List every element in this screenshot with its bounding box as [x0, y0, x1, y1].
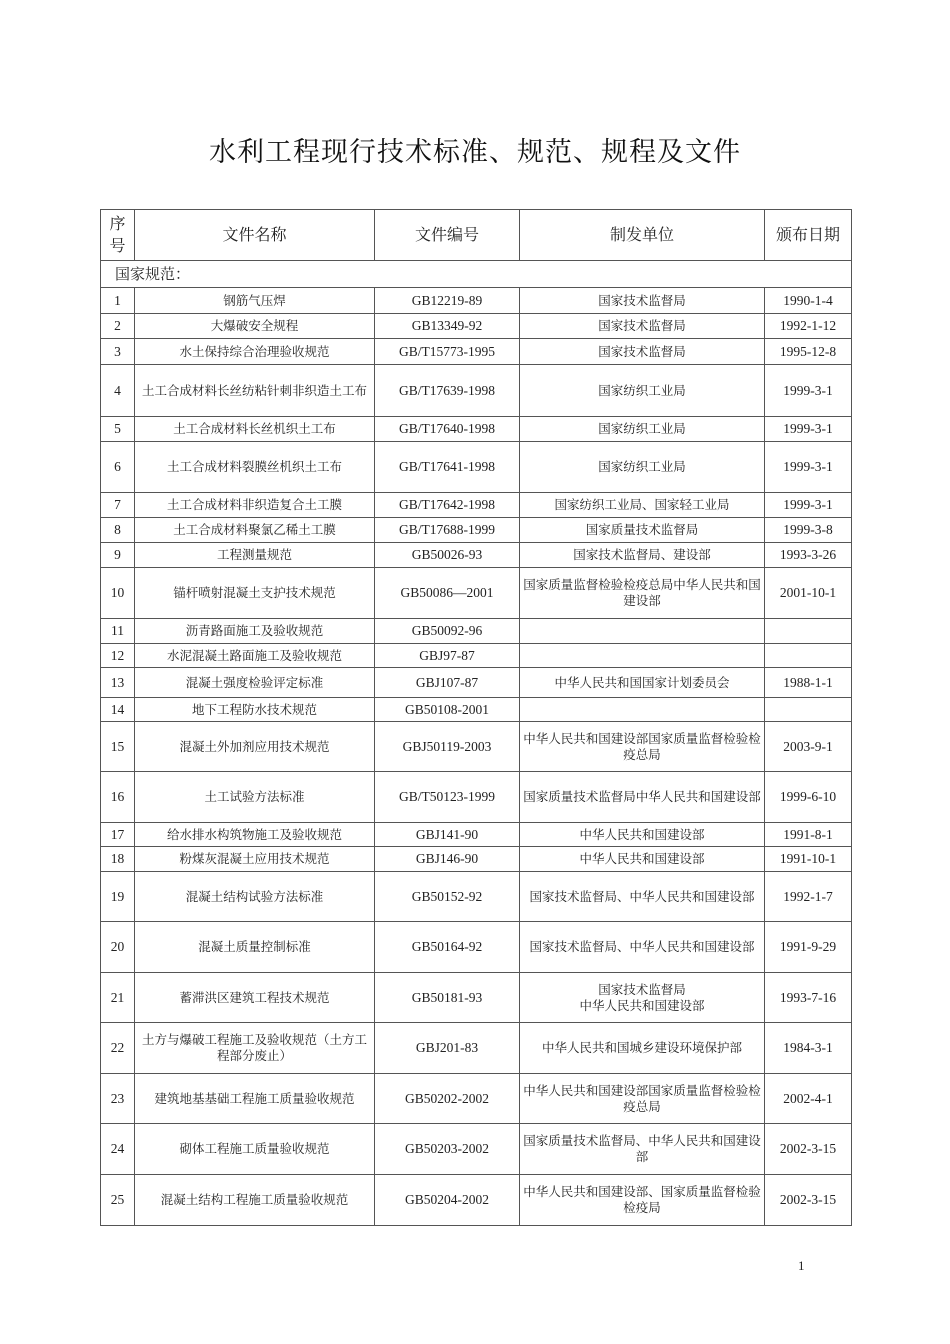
row-name: 混凝土强度检验评定标准 — [135, 668, 375, 698]
row-number: 20 — [101, 922, 135, 973]
row-code: GBJ201-83 — [375, 1023, 520, 1074]
table-row — [101, 823, 852, 847]
table-row — [101, 772, 852, 823]
row-org: 中华人民共和国建设部 — [520, 847, 765, 872]
row-code: GB50152-92 — [375, 872, 520, 922]
row-org: 中华人民共和国建设部国家质量监督检验检疫总局 — [520, 1074, 765, 1124]
row-date: 1999-3-1 — [765, 365, 852, 417]
row-number: 12 — [101, 644, 135, 668]
row-org: 国家技术监督局 — [520, 339, 765, 365]
row-number: 21 — [101, 973, 135, 1023]
row-name: 土工合成材料非织造复合土工膜 — [135, 493, 375, 518]
row-code: GB13349-92 — [375, 314, 520, 339]
row-number: 4 — [101, 365, 135, 417]
row-date: 1991-9-29 — [765, 922, 852, 973]
row-name: 土工合成材料裂膜丝机织土工布 — [135, 442, 375, 493]
row-code: GB50203-2002 — [375, 1124, 520, 1175]
row-number: 14 — [101, 698, 135, 722]
table-row — [101, 365, 852, 417]
row-date — [765, 698, 852, 722]
row-name: 建筑地基基础工程施工质量验收规范 — [135, 1074, 375, 1124]
row-code: GB50092-96 — [375, 619, 520, 644]
category-row — [101, 261, 852, 288]
row-date: 2001-10-1 — [765, 568, 852, 619]
row-org: 中华人民共和国建设部 — [520, 823, 765, 847]
row-date: 2002-4-1 — [765, 1074, 852, 1124]
row-number: 25 — [101, 1175, 135, 1226]
standards-table — [100, 209, 852, 1226]
row-code: GB/T50123-1999 — [375, 772, 520, 823]
table-row — [101, 847, 852, 872]
row-name: 水泥混凝土路面施工及验收规范 — [135, 644, 375, 668]
table-row — [101, 722, 852, 772]
row-date: 1992-1-12 — [765, 314, 852, 339]
table-row — [101, 1124, 852, 1175]
table-row — [101, 288, 852, 314]
row-name: 混凝土结构试验方法标准 — [135, 872, 375, 922]
row-code: GBJ141-90 — [375, 823, 520, 847]
row-number: 8 — [101, 518, 135, 543]
header-no: 序号 — [101, 210, 135, 261]
row-name: 混凝土质量控制标准 — [135, 922, 375, 973]
row-name: 地下工程防水技术规范 — [135, 698, 375, 722]
row-number: 16 — [101, 772, 135, 823]
row-code: GB50086—2001 — [375, 568, 520, 619]
row-date: 1990-1-4 — [765, 288, 852, 314]
row-number: 5 — [101, 417, 135, 442]
row-name: 混凝土外加剂应用技术规范 — [135, 722, 375, 772]
row-org: 中华人民共和国建设部国家质量监督检验检疫总局 — [520, 722, 765, 772]
table-row — [101, 417, 852, 442]
row-date: 1999-3-1 — [765, 493, 852, 518]
row-code: GBJ50119-2003 — [375, 722, 520, 772]
row-number: 10 — [101, 568, 135, 619]
row-org: 中华人民共和国城乡建设环境保护部 — [520, 1023, 765, 1074]
row-org: 中华人民共和国国家计划委员会 — [520, 668, 765, 698]
row-org: 国家质量技术监督局 — [520, 518, 765, 543]
row-code: GB50108-2001 — [375, 698, 520, 722]
row-number: 2 — [101, 314, 135, 339]
row-code: GBJ146-90 — [375, 847, 520, 872]
row-date: 1999-6-10 — [765, 772, 852, 823]
row-org: 国家纺织工业局 — [520, 417, 765, 442]
row-org: 国家技术监督局 中华人民共和国建设部 — [520, 973, 765, 1023]
header-code: 文件编号 — [375, 210, 520, 261]
table-row — [101, 668, 852, 698]
row-org — [520, 619, 765, 644]
row-code: GB50026-93 — [375, 543, 520, 568]
row-org: 国家质量技术监督局、中华人民共和国建设部 — [520, 1124, 765, 1175]
row-number: 22 — [101, 1023, 135, 1074]
row-name: 砌体工程施工质量验收规范 — [135, 1124, 375, 1175]
row-org: 国家纺织工业局 — [520, 365, 765, 417]
row-date: 1999-3-1 — [765, 442, 852, 493]
table-row — [101, 698, 852, 722]
row-date: 2002-3-15 — [765, 1175, 852, 1226]
row-number: 15 — [101, 722, 135, 772]
row-name: 大爆破安全规程 — [135, 314, 375, 339]
row-name: 水土保持综合治理验收规范 — [135, 339, 375, 365]
row-number: 6 — [101, 442, 135, 493]
row-code: GB/T17641-1998 — [375, 442, 520, 493]
row-date: 1993-3-26 — [765, 543, 852, 568]
row-name: 给水排水构筑物施工及验收规范 — [135, 823, 375, 847]
row-code: GB50202-2002 — [375, 1074, 520, 1124]
row-name: 沥青路面施工及验收规范 — [135, 619, 375, 644]
row-org: 国家技术监督局 — [520, 288, 765, 314]
row-date: 1984-3-1 — [765, 1023, 852, 1074]
table-row — [101, 872, 852, 922]
row-number: 9 — [101, 543, 135, 568]
table-row — [101, 493, 852, 518]
table-row — [101, 973, 852, 1023]
row-date — [765, 619, 852, 644]
row-code: GBJ97-87 — [375, 644, 520, 668]
row-number: 3 — [101, 339, 135, 365]
row-name: 土工合成材料聚氯乙稀土工膜 — [135, 518, 375, 543]
row-number: 7 — [101, 493, 135, 518]
table-row — [101, 1023, 852, 1074]
row-number: 18 — [101, 847, 135, 872]
row-date: 1991-10-1 — [765, 847, 852, 872]
row-date: 1988-1-1 — [765, 668, 852, 698]
header-row — [101, 210, 852, 261]
table-row — [101, 543, 852, 568]
row-number: 19 — [101, 872, 135, 922]
row-code: GB/T17640-1998 — [375, 417, 520, 442]
header-org: 制发单位 — [520, 210, 765, 261]
row-date: 1991-8-1 — [765, 823, 852, 847]
row-name: 锚杆喷射混凝土支护技术规范 — [135, 568, 375, 619]
row-name: 土工合成材料长丝纺粘针刺非织造土工布 — [135, 365, 375, 417]
row-org: 国家技术监督局 — [520, 314, 765, 339]
table-row — [101, 568, 852, 619]
table-row — [101, 339, 852, 365]
row-code: GB12219-89 — [375, 288, 520, 314]
row-org: 国家技术监督局、中华人民共和国建设部 — [520, 922, 765, 973]
table-row — [101, 1074, 852, 1124]
row-org — [520, 644, 765, 668]
table-row — [101, 644, 852, 668]
row-number: 17 — [101, 823, 135, 847]
page-number: 1 — [798, 1258, 805, 1273]
row-name: 工程测量规范 — [135, 543, 375, 568]
row-name: 粉煤灰混凝土应用技术规范 — [135, 847, 375, 872]
row-number: 23 — [101, 1074, 135, 1124]
document-title: 水利工程现行技术标准、规范、规程及文件 — [209, 137, 741, 168]
row-date: 1993-7-16 — [765, 973, 852, 1023]
row-code: GB/T15773-1995 — [375, 339, 520, 365]
row-code: GB50164-92 — [375, 922, 520, 973]
row-org: 国家质量技术监督局中华人民共和国建设部 — [520, 772, 765, 823]
row-org — [520, 698, 765, 722]
row-number: 24 — [101, 1124, 135, 1175]
table-row — [101, 1175, 852, 1226]
row-name: 钢筋气压焊 — [135, 288, 375, 314]
table-row — [101, 314, 852, 339]
row-name: 蓄滞洪区建筑工程技术规范 — [135, 973, 375, 1023]
table-row — [101, 442, 852, 493]
row-name: 土工合成材料长丝机织土工布 — [135, 417, 375, 442]
row-org: 国家技术监督局、中华人民共和国建设部 — [520, 872, 765, 922]
header-name: 文件名称 — [135, 210, 375, 261]
row-code: GB/T17688-1999 — [375, 518, 520, 543]
row-number: 11 — [101, 619, 135, 644]
row-date — [765, 644, 852, 668]
row-code: GB/T17639-1998 — [375, 365, 520, 417]
row-code: GB50204-2002 — [375, 1175, 520, 1226]
row-org: 国家纺织工业局 — [520, 442, 765, 493]
row-org: 国家质量监督检验检疫总局中华人民共和国建设部 — [520, 568, 765, 619]
row-number: 1 — [101, 288, 135, 314]
row-org: 国家纺织工业局、国家轻工业局 — [520, 493, 765, 518]
row-org: 中华人民共和国建设部、国家质量监督检验检疫局 — [520, 1175, 765, 1226]
row-code: GB50181-93 — [375, 973, 520, 1023]
row-number: 13 — [101, 668, 135, 698]
header-date: 颁布日期 — [765, 210, 852, 261]
row-code: GBJ107-87 — [375, 668, 520, 698]
row-date: 2003-9-1 — [765, 722, 852, 772]
row-name: 土方与爆破工程施工及验收规范（土方工程部分废止） — [135, 1023, 375, 1074]
table-row — [101, 619, 852, 644]
category-label: 国家规范： — [101, 261, 852, 288]
row-name: 混凝土结构工程施工质量验收规范 — [135, 1175, 375, 1226]
row-org: 国家技术监督局、建设部 — [520, 543, 765, 568]
row-date: 1999-3-8 — [765, 518, 852, 543]
row-name: 土工试验方法标准 — [135, 772, 375, 823]
row-date: 1995-12-8 — [765, 339, 852, 365]
row-date: 1992-1-7 — [765, 872, 852, 922]
row-date: 1999-3-1 — [765, 417, 852, 442]
table-row — [101, 518, 852, 543]
table-row — [101, 922, 852, 973]
row-code: GB/T17642-1998 — [375, 493, 520, 518]
row-date: 2002-3-15 — [765, 1124, 852, 1175]
